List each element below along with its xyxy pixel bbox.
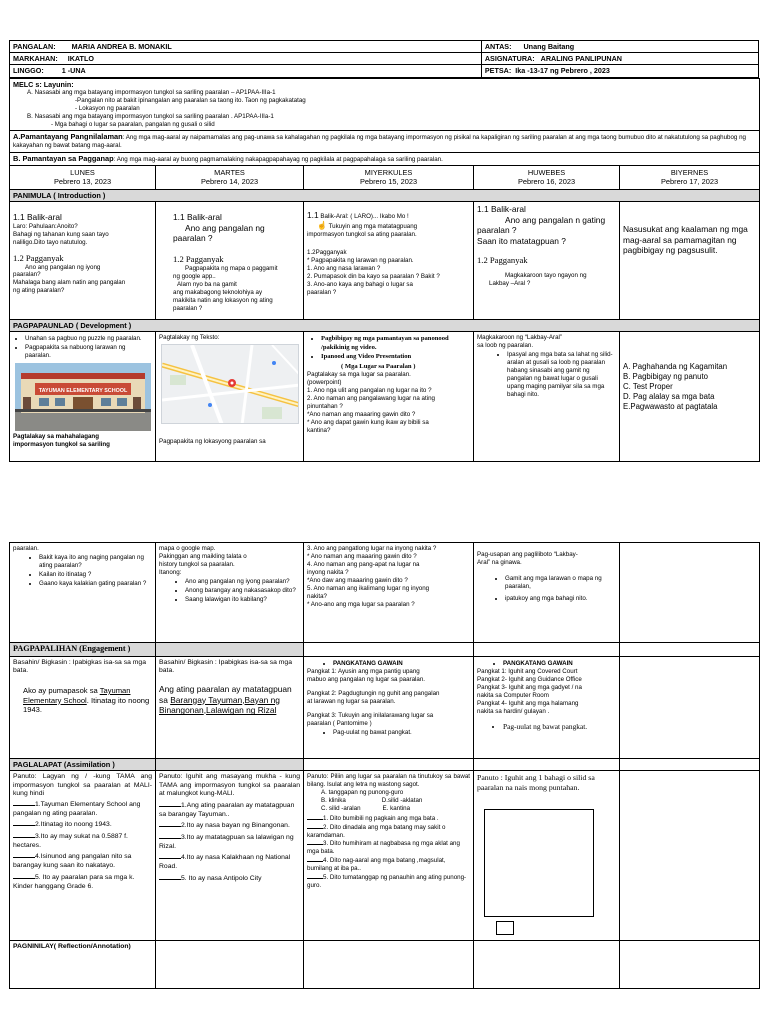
paglalapat-huwebes bbox=[474, 770, 620, 940]
bullet-list bbox=[477, 722, 616, 731]
text-line: Tukuyin ang mga matatagpuang bbox=[328, 222, 418, 230]
quiz-item: 5. Dito tumatanggap ng panauhin ang ating punong-guro. bbox=[307, 874, 467, 890]
bullet-list bbox=[307, 660, 470, 668]
antas-value: Unang Baitang bbox=[523, 42, 575, 51]
text-line: Lakbay –Aral ? bbox=[489, 279, 531, 287]
text-line: sa loob ng paaralan. bbox=[477, 342, 534, 350]
section-pagpapalihan-filler bbox=[304, 643, 474, 657]
text-line: Ako ay pumapasok sa bbox=[23, 685, 100, 695]
text-line: 2. Pumapasok din ba kayo sa paaralan ? Bakit ? bbox=[307, 272, 440, 280]
text-line: 1. Ano ang nasa larawan ? bbox=[307, 264, 381, 272]
text-line: *Ano naman ang maaaring gawin dito ? bbox=[307, 410, 416, 418]
quiz-item: 4. Dito nag-aaral ang mga batang ,magsulat, bumilang at iba pa.. bbox=[307, 857, 446, 873]
answer-blank[interactable] bbox=[307, 839, 323, 845]
drawing-box[interactable] bbox=[484, 809, 594, 917]
text-line: nakita? bbox=[307, 592, 327, 600]
list-item: • Gamit ang mga larawan o mapa ng paaralan, bbox=[505, 575, 616, 591]
section-pagpapalihan-filler bbox=[156, 643, 304, 657]
text-line: Ang ating paaralan ay matatagpuan sa bbox=[159, 683, 292, 705]
text-line: ng ating paaralan? bbox=[13, 287, 65, 295]
panimula-miyerkules bbox=[304, 201, 474, 319]
text-line: at larawan ng lugar sa paaralan. bbox=[307, 698, 396, 706]
text-line: Magkakaroon tayo ngayon ng bbox=[505, 271, 587, 279]
asignatura-label: ASIGNATURA: bbox=[484, 54, 535, 64]
text-line: Ano ang pangalan ng iyong bbox=[25, 263, 101, 271]
main-table-page-2 bbox=[9, 542, 760, 989]
section-paglalapat-filler bbox=[304, 758, 474, 770]
text-line: Magkakaroon ng “Lakbay-Aral” bbox=[477, 334, 562, 342]
day-name: MARTES bbox=[214, 167, 245, 177]
text-line: D. Pag alalay sa mga bata bbox=[623, 392, 715, 402]
section-paglalapat-filler bbox=[156, 758, 304, 770]
text-line: 5. Ano naman ang ikalimang lugar ng inyong bbox=[307, 584, 430, 592]
bullet-list bbox=[13, 554, 152, 588]
quiz-item: 1. Dito bumibili ng pagkain ang mga bata . bbox=[323, 814, 439, 822]
text-line: Pangkat 1: Iguhit ang Covered Court bbox=[477, 668, 578, 676]
section-pagpapalihan-filler bbox=[620, 643, 760, 657]
pagpapaunlad-biyernes bbox=[620, 332, 760, 462]
pamantayan-pangnilalaman-label: A.Pamantayang Pangnilalaman bbox=[13, 131, 123, 141]
text-line: Pagpapakita ng lokasyong paaralan sa bbox=[159, 438, 266, 446]
text-line: A. Paghahanda ng Kagamitan bbox=[623, 362, 728, 372]
text-line: inyong nakita ? bbox=[307, 568, 349, 576]
text-line: impormasyon tungkol sa sariling bbox=[13, 441, 110, 449]
school-building-image bbox=[15, 363, 151, 431]
choice-option: B. klinika bbox=[321, 796, 346, 804]
main-table-page-1 bbox=[9, 78, 760, 463]
school-photo bbox=[15, 363, 151, 431]
text-line: Panuto: Lagyan ng / -kung TAMA ang impormasyon tungkol sa paaralan at MALI-kung hindi bbox=[13, 772, 152, 798]
text-line: Saan ito matatagpuan ? bbox=[477, 236, 566, 247]
bullet-list bbox=[477, 575, 616, 603]
answer-blank[interactable] bbox=[159, 874, 181, 880]
markahan-label: MARKAHAN: bbox=[13, 54, 58, 64]
text-line: Laro: Pahulaan:Anoito? bbox=[13, 222, 78, 230]
section-paglalapat: PAGLALAPAT (Assimilation ) bbox=[10, 758, 156, 770]
pagpapalihan-biyernes bbox=[620, 656, 760, 758]
balik-aral-number: 1.1 bbox=[307, 209, 319, 220]
text-line: Pagtalakay sa mahahalagang bbox=[13, 433, 99, 441]
day-date: Pebrero 17, 2023 bbox=[660, 177, 719, 186]
list-item: • ipatukoy ang mga bahagi nito. bbox=[505, 595, 616, 603]
section-panimula: PANIMULA ( Introduction ) bbox=[10, 189, 760, 201]
text-line: , bbox=[242, 694, 245, 705]
bullet-list bbox=[159, 578, 300, 604]
text-line: *Ano daw ang maaaring gawin dito ? bbox=[307, 576, 408, 584]
text-line: impormasyon tungkol sa ating paaralan. bbox=[307, 231, 417, 239]
antas-cell bbox=[481, 41, 758, 53]
underlined-text: Barangay Tayuman bbox=[170, 694, 243, 705]
pagganyak-heading: 1.2Pagganyak bbox=[307, 249, 347, 257]
quiz-item: 3.Ito ay matatagpuan sa lalawigan ng Rizal. bbox=[159, 834, 294, 850]
text-line: ang makabagong teknolohiya ay bbox=[173, 289, 263, 297]
paglalapat-lunes bbox=[10, 770, 156, 940]
pagpapaunlad-martes bbox=[156, 332, 304, 462]
text-line: , bbox=[203, 705, 207, 716]
text-line: B. Pagbibigay ng panuto bbox=[623, 372, 708, 382]
pagganyak-heading: 1.2 Pagganyak bbox=[477, 254, 528, 265]
text-line: ( Mga Lugar sa Paaralan ) bbox=[341, 362, 416, 370]
antas-label: ANTAS: bbox=[484, 42, 512, 51]
continued-martes bbox=[156, 543, 304, 643]
day-name: LUNES bbox=[70, 167, 95, 177]
answer-blank[interactable] bbox=[13, 852, 35, 858]
text-line: paaralan ( Pantomime ) bbox=[307, 720, 372, 728]
quiz-item: 2.Itinatag ito noong 1943. bbox=[35, 821, 112, 829]
day-date: Pebrero 14, 2023 bbox=[200, 177, 259, 186]
section-pagninilay: PAGNINILAY( Reflection/Annotation) bbox=[10, 940, 156, 988]
list-item: • PANGKATANG GAWAIN bbox=[503, 660, 616, 668]
lesson-plan-page-1 bbox=[9, 40, 759, 462]
text-line: Pangkat 2- Iguhit ang Guidance Office bbox=[477, 676, 582, 684]
text-line: Pagtalakay ng Teksto: bbox=[159, 334, 220, 342]
text-line: Mahalaga bang alam natin ang pangalan bbox=[13, 279, 126, 287]
bullet-list bbox=[307, 335, 470, 361]
quiz-item: 4.Ito ay nasa Kalakhaan ng National Road. bbox=[159, 854, 291, 871]
text-line: 3. Ano ang pangatlong lugar na inyong nakita ? bbox=[307, 545, 437, 552]
paglalapat-martes bbox=[156, 770, 304, 940]
list-item: • Ipanood ang Video Presentation bbox=[321, 353, 470, 361]
quiz-item: 4.Isinunod ang pangalan nito sa barangay kung saan ito nakatayo. bbox=[13, 853, 132, 870]
day-name: HUWEBES bbox=[527, 167, 566, 177]
school-location-map bbox=[161, 344, 299, 424]
bullet-list bbox=[477, 660, 616, 668]
pagpapaunlad-huwebes bbox=[474, 332, 620, 462]
markahan-value: IKATLO bbox=[67, 54, 94, 64]
text-line: Pangkat 3: Tukuyin ang inilalarawang lugar sa bbox=[307, 712, 434, 720]
pointing-hand-icon: ☝ bbox=[317, 220, 327, 230]
text-line: 4. Ano naman ang pang-apat na lugar na bbox=[307, 560, 420, 568]
pamantayan-pangnilalaman-cell bbox=[10, 130, 760, 152]
text-line: Aral” na ginawa. bbox=[477, 558, 522, 566]
choice-option: A. tanggapan ng punong-guro bbox=[321, 788, 404, 796]
text-line: Bahagi ng tahanan kung saan tayo bbox=[13, 230, 109, 238]
text-line: Basahin/ Bigkasin : Ipabigkas isa-sa sa mga bata. bbox=[159, 658, 292, 675]
paglalapat-miyerkules bbox=[304, 770, 474, 940]
melcs-a-sub2: - Lokasyon ng paaralan bbox=[75, 104, 140, 112]
text-line: Panuto : Iguhit ang 1 bahagi o silid sa paaralan na nais mong puntahan. bbox=[477, 772, 595, 792]
pagninilay-biyernes bbox=[620, 940, 760, 988]
text-line: * Ano naman ang maaaring gawin dito ? bbox=[307, 552, 417, 560]
text-line: . Itinatag ito noong 1943. bbox=[23, 695, 150, 715]
answer-blank[interactable] bbox=[159, 821, 181, 827]
quiz-item: 1.Tayuman Elementary School ang pangalan ng ating paaralan. bbox=[13, 801, 141, 817]
underlined-text: Tayuman Elementary School bbox=[23, 685, 131, 705]
map-image bbox=[162, 345, 299, 424]
header-table bbox=[9, 40, 759, 78]
text-line: 1. Ano nga ulit ang pangalan ng lugar na ito ? bbox=[307, 387, 432, 395]
linggo-value: 1 -UNA bbox=[61, 66, 86, 76]
text-line: Pakinggan ang maikling talata o bbox=[159, 552, 247, 560]
melcs-title: MELC s: Layunin: bbox=[13, 79, 74, 89]
day-header-biyernes bbox=[620, 165, 760, 189]
text-line: * Ano-ano ang mga lugar sa paaralan ? bbox=[307, 600, 415, 608]
list-item: • PANGKATANG GAWAIN bbox=[333, 660, 470, 668]
text-line: Panuto: Piliin ang lugar sa paaralan na tinutukoy sa bawat bilang. Isulat ang letra ng wastong sagot. bbox=[307, 772, 470, 788]
answer-blank[interactable] bbox=[307, 823, 323, 829]
quiz-item: 1.Ang ating paaralan ay matatagpuan sa barangay Tayuman.. bbox=[159, 802, 295, 818]
petsa-label: PETSA: bbox=[484, 66, 512, 76]
list-item: • Saang lalawigan ito kabilang? bbox=[185, 596, 300, 604]
panimula-lunes bbox=[10, 201, 156, 319]
pagpapalihan-miyerkules bbox=[304, 656, 474, 758]
quiz-item: 5. Ito ay nasa Antipolo City bbox=[181, 874, 262, 882]
text-line: paaralan? bbox=[13, 271, 41, 279]
text-line: mapa o google map. bbox=[159, 545, 216, 552]
pamantayan-pagganap-cell bbox=[10, 152, 760, 165]
text-line: pinuntahan ? bbox=[307, 402, 343, 410]
text-line: C. Test Proper bbox=[623, 382, 673, 392]
linggo-cell bbox=[10, 65, 482, 77]
text-line: * Ano ang dapat gawin kung ikaw ay bibili sa bbox=[307, 418, 429, 426]
text-line: Itanong: bbox=[159, 568, 182, 576]
text-line: mabuo ang pangalan ng lugar sa paaralan. bbox=[307, 676, 425, 684]
pagpapalihan-lunes bbox=[10, 656, 156, 758]
text-line: nakita sa Computer Room bbox=[477, 692, 549, 700]
pagpapalihan-huwebes bbox=[474, 656, 620, 758]
choice-option: D.silid -aklatan bbox=[381, 796, 423, 804]
bullet-list bbox=[13, 335, 152, 360]
melcs-cell bbox=[10, 78, 760, 130]
pamantayan-pangnilalaman-text: : Ang mga mag-aaral ay naipamamalas ang pag-unawa sa kahalagahan ng pagkilala ng mga batayang impormasyon ng pisikal na kapaligiran ng sariling paaralan at ang mga taong bumubuo dito at nakatutulong sa paghubog ng kakayahan ng bawat batang mag-aaral. bbox=[13, 133, 746, 149]
answer-blank[interactable] bbox=[13, 873, 35, 879]
text-line: 3. Ano-ano kaya ang bahagi o lugar sa bbox=[307, 280, 413, 288]
text-line: Pag-usapan ang pagliliboto “Lakbay- bbox=[477, 551, 578, 558]
pagganyak-heading: 1.2 Pagganyak bbox=[173, 254, 224, 265]
text-line: * Pagpapakita ng larawan ng paaralan. bbox=[307, 257, 414, 265]
text-line: Pangkat 4- Iguhit ang mga halamang bbox=[477, 700, 579, 708]
bullet-list bbox=[477, 351, 616, 399]
answer-blank[interactable] bbox=[13, 820, 35, 826]
list-item: • Gaano kaya kalakian gating paaralan ? bbox=[39, 580, 152, 588]
text-line: naliligo.Dito tayo natutulog. bbox=[13, 238, 88, 246]
text-line: Nasusukat ang kaalaman ng mga mag-aaral sa pamamagitan ng pagbibigay ng pagsusulit. bbox=[623, 223, 748, 256]
text-line: Pangkat 3- Iguhit ang mga gadyet / na bbox=[477, 684, 582, 692]
text-line: nakita sa hardin/ gulayan . bbox=[477, 708, 550, 716]
list-item: • Pagpapakita sa nabuong larawan ng paaralan. bbox=[25, 344, 152, 360]
melcs-a-sub1: -Pangalan nito at bakit ipinangalan ang paaralan sa taong ito. Taon ng pagkakatatag bbox=[75, 96, 306, 104]
list-item: • Ipasyal ang mga bata sa lahat ng silid-aralan at gusali sa loob ng paaralan habang sinasabi ang gamit ng pangalan ng bawat lugar o gusali upang maging pamilyar sila sa mga bahagi nito. bbox=[507, 351, 616, 399]
text-line: Pangkat 1: Ayusin ang mga pantig upang bbox=[307, 668, 420, 676]
pamantayan-pagganap-label: B. Pamantayan sa Pagganap bbox=[13, 153, 114, 163]
text-line: paaralan. bbox=[13, 545, 39, 552]
underlined-text: Lalawigan ng Rizal bbox=[206, 705, 277, 716]
section-paglalapat-filler bbox=[474, 758, 620, 770]
continued-biyernes bbox=[620, 543, 760, 643]
linggo-label: LINGGO: bbox=[13, 66, 44, 76]
underlined-text: Bayan ng Binangonan bbox=[159, 694, 280, 716]
balik-aral-heading: 1.1 Balik-aral bbox=[13, 211, 62, 222]
answer-blank[interactable] bbox=[159, 853, 181, 859]
paglalapat-biyernes bbox=[620, 770, 760, 940]
panimula-martes bbox=[156, 201, 304, 319]
small-answer-box[interactable] bbox=[496, 921, 514, 935]
melcs-b-sub: - Mga bahagi o lugar sa paaralan, pangalan ng gusali o silid bbox=[51, 120, 215, 128]
day-date: Pebrero 13, 2023 bbox=[53, 177, 112, 186]
text-line: (powerpoint) bbox=[307, 379, 342, 387]
continued-miyerkules bbox=[304, 543, 474, 643]
list-item: • Ano ang pangalan ng iyong paaralan? bbox=[185, 578, 300, 586]
school-sign-text: TAYUMAN ELEMENTARY SCHOOL bbox=[38, 388, 127, 395]
answer-blank[interactable] bbox=[13, 832, 35, 838]
day-name: MIYERKULES bbox=[364, 167, 413, 177]
text-line: Ano ang pangalan ng bbox=[185, 222, 265, 233]
text-line: history tungkol sa paaralan. bbox=[159, 560, 235, 568]
melcs-b: B. Nasasabi ang mga batayang impormasyon tungkol sa sariling paaralan . AP1PAA-IIIa-1 bbox=[27, 112, 274, 120]
pamantayan-pagganap-text: : Ang mga mag-aaral ay buong pagmamalaking nakapagpapahayag ng pagkilala at pagpapahalaga sa sariling paaralan. bbox=[113, 155, 443, 163]
list-item: • Kailan ito itinatag ? bbox=[39, 571, 152, 579]
pagninilay-martes bbox=[156, 940, 304, 988]
day-header-martes bbox=[156, 165, 304, 189]
section-pagpapalihan: PAGPAPALIHAN (Engagement ) bbox=[10, 643, 156, 657]
section-pagpapalihan-filler bbox=[474, 643, 620, 657]
petsa-value: Ika -13-17 ng Pebrero , 2023 bbox=[515, 66, 610, 76]
list-item: • Unahan sa pagbuo ng puzzle ng paaralan. bbox=[25, 335, 152, 343]
text-line: E.Pagwawasto at pagtatala bbox=[623, 402, 718, 412]
text-line: kantina? bbox=[307, 426, 331, 434]
answer-blank[interactable] bbox=[159, 833, 181, 839]
answer-blank[interactable] bbox=[307, 856, 323, 862]
quiz-item: 2. Dito dinadala ang mga batang may sakit o karamdaman. bbox=[307, 823, 446, 839]
pagpapalihan-martes bbox=[156, 656, 304, 758]
pangalan-label: PANGALAN: bbox=[13, 42, 56, 51]
asignatura-cell bbox=[481, 53, 758, 65]
pagpapaunlad-lunes bbox=[10, 332, 156, 462]
day-header-miyerkules bbox=[304, 165, 474, 189]
text-line: paaralan ? bbox=[477, 225, 517, 236]
text-line: Pangkat 2: Pagdugtungin ng guhit ang pangalan bbox=[307, 690, 440, 698]
panimula-huwebes bbox=[474, 201, 620, 319]
continued-lunes bbox=[10, 543, 156, 643]
pagganyak-heading: 1.2 Pagganyak bbox=[13, 252, 64, 263]
melcs-a: A. Nasasabi ang mga batayang impormasyon tungkol sa sariling paaralan – AP1PAA-IIIa-1 bbox=[27, 88, 276, 96]
answer-blank[interactable] bbox=[307, 873, 323, 879]
pangalan-value: MARIA ANDREA B. MONAKIL bbox=[71, 42, 172, 51]
asignatura-value: ARALING PANLIPUNAN bbox=[540, 54, 622, 64]
answer-blank[interactable] bbox=[13, 800, 35, 806]
quiz-item: 3.Ito ay may sukat na 0.5887 f. hectares. bbox=[13, 833, 128, 849]
balik-aral-heading: 1.1 Balik-aral bbox=[477, 203, 526, 214]
text-line: Pagtalakay sa mga lugar sa paaralan. bbox=[307, 371, 411, 379]
text-line: ng google app.. bbox=[173, 273, 216, 281]
section-paglalapat-filler bbox=[620, 758, 760, 770]
day-header-lunes bbox=[10, 165, 156, 189]
day-date: Pebrero 16, 2023 bbox=[517, 177, 576, 186]
list-item: • Pagbibigay ng mga pamantayan sa panonood /pakikinig ng video. bbox=[321, 335, 470, 352]
balik-aral-heading: 1.1 Balik-aral bbox=[173, 211, 222, 222]
quiz-item: 3. Dito humihiram at nagbabasa ng mga aklat ang mga bata. bbox=[307, 840, 460, 856]
text-line: paaralan ? bbox=[173, 304, 203, 312]
text-line: paaralan ? bbox=[307, 288, 337, 296]
pagninilay-miyerkules bbox=[304, 940, 474, 988]
list-item: • Anong barangay ang nakasasakop dito? bbox=[185, 587, 300, 595]
text-line: makikita natin ang lokasyon ng ating bbox=[173, 296, 273, 304]
markahan-cell bbox=[10, 53, 482, 65]
text-line: Panuto: Iguhit ang masayang mukha - kung TAMA ang impormasyon tungkol sa paaralan at malungkot kung-MALI. bbox=[159, 772, 300, 798]
continued-huwebes bbox=[474, 543, 620, 643]
answer-blank[interactable] bbox=[307, 814, 323, 820]
text-line: paaralan ? bbox=[173, 233, 213, 244]
pangalan-cell bbox=[10, 41, 482, 53]
answer-blank[interactable] bbox=[159, 801, 181, 807]
choice-option: C. silid -aralan bbox=[321, 804, 361, 812]
day-header-huwebes bbox=[474, 165, 620, 189]
text-line: 2. Ano naman ang pangalawang lugar na ating bbox=[307, 395, 435, 402]
day-name: BIYERNES bbox=[670, 167, 709, 177]
quiz-item: 2.Ito ay nasa bayan ng Binangonan. bbox=[181, 822, 290, 830]
pagninilay-huwebes bbox=[474, 940, 620, 988]
choice-option: E. kantina bbox=[382, 804, 411, 812]
panimula-biyernes bbox=[620, 201, 760, 319]
petsa-cell bbox=[481, 65, 758, 77]
text-line: Pagpapakita ng mapa o paggamit bbox=[185, 265, 278, 273]
list-item: • Bakit kaya ito ang naging pangalan ng ating paaralan? bbox=[39, 554, 152, 570]
section-pagpapaunlad: PAGPAPAUNLAD ( Development ) bbox=[10, 319, 760, 331]
list-item: • Pag-uulat ng bawat pangkat. bbox=[503, 722, 616, 731]
text-line: Basahin/ Bigkasin : Ipabigkas isa-sa sa mga bata. bbox=[13, 658, 146, 675]
quiz-item: 5. Ito ay paaralan para sa mga k. Kinder hanggang Grade 6. bbox=[13, 873, 135, 890]
bullet-list bbox=[307, 729, 470, 737]
list-item: • Pag-uulat ng bawat pangkat. bbox=[333, 729, 470, 737]
balik-aral-heading: Balik-Aral: ( LARO)... Ikabo Mo ! bbox=[320, 212, 409, 220]
pagpapaunlad-miyerkules bbox=[304, 332, 474, 462]
lesson-plan-page-2 bbox=[9, 542, 759, 989]
text-line: Alam nyo ba na gamit bbox=[177, 281, 237, 289]
day-date: Pebrero 15, 2023 bbox=[359, 177, 418, 186]
text-line: Ano ang pangalan n gating bbox=[505, 214, 606, 225]
